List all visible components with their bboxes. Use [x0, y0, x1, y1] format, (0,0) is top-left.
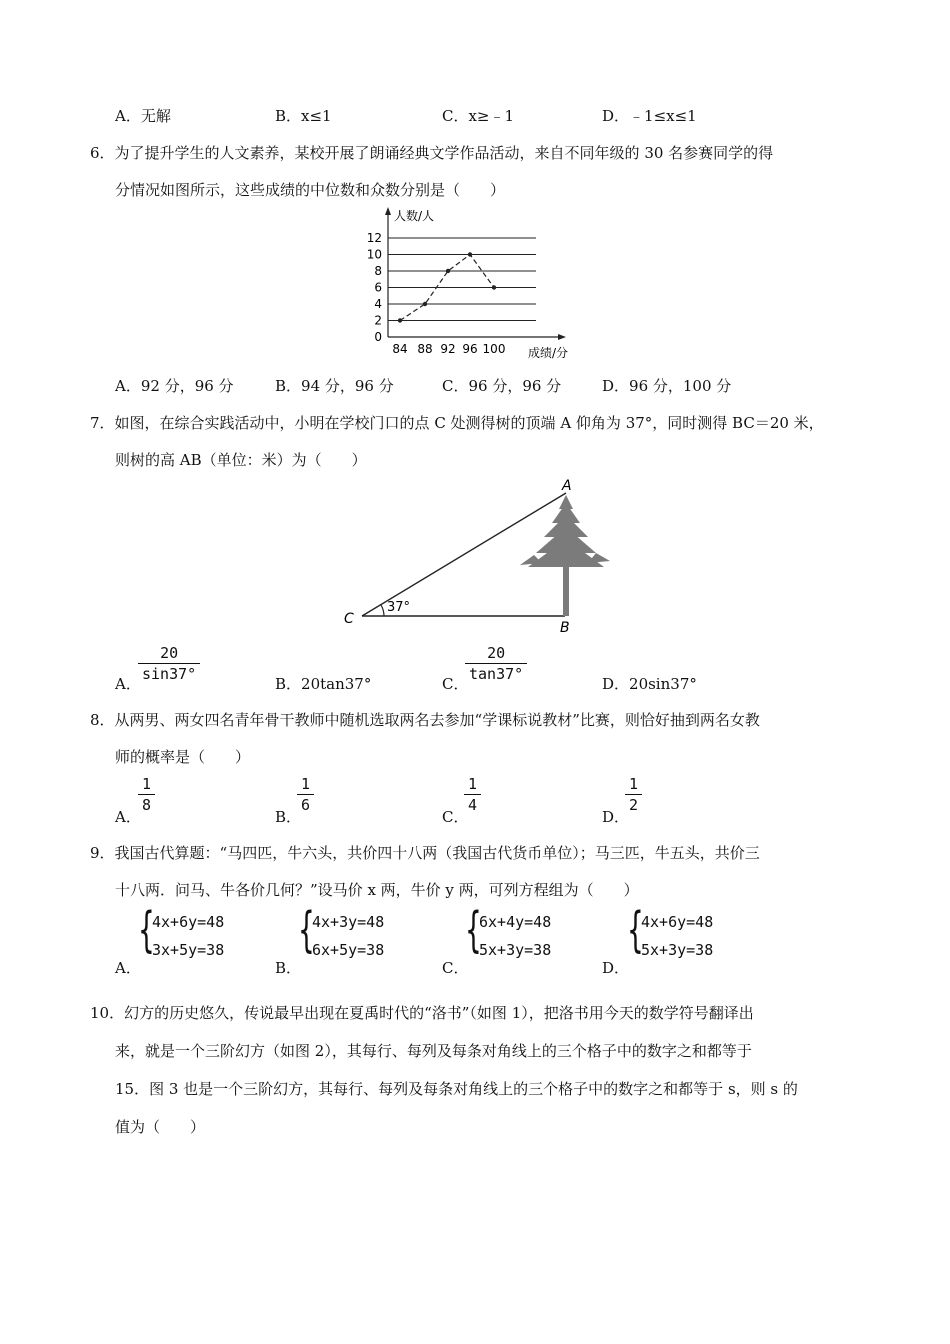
- y-tick-label: 10: [366, 247, 382, 262]
- equation-1: 4x+6y=48: [152, 913, 225, 931]
- x-tick-label: 84: [392, 342, 408, 356]
- q10-stem-line3: 15．图 3 也是一个三阶幻方，其每行、每列及每条对角线上的三个格子中的数字之和都等于 s，则 s 的: [115, 1080, 798, 1098]
- q9-option-c-system: [479, 908, 551, 964]
- q7-option-b[interactable]: B．20tan37°: [275, 675, 372, 693]
- q6-option-c[interactable]: C．96 分，96 分: [442, 377, 562, 395]
- label-a: A: [562, 478, 572, 494]
- q9-option-a[interactable]: [115, 957, 141, 978]
- fraction-denominator: tan37°: [469, 665, 524, 683]
- q6-stem-line1: 6．为了提升学生的人文素养，某校开展了朗诵经典文学作品活动，来自不同年级的 30 名参赛同学的得: [90, 144, 774, 162]
- q7-option-c-prefix: C．: [442, 675, 469, 693]
- option-prefix: C．: [442, 959, 469, 977]
- fraction-numerator: 1: [468, 775, 478, 793]
- q6-stem-line2: 分情况如图所示，这些成绩的中位数和众数分别是（ ）: [115, 181, 506, 199]
- q7-option-a[interactable]: [115, 673, 141, 694]
- fraction-denominator: 2: [629, 796, 639, 814]
- q5-option-d[interactable]: D．﹣1≤x≤1: [602, 107, 697, 125]
- q8-option-a-fraction: [138, 775, 155, 814]
- equation-2: 5x+3y=38: [479, 941, 552, 959]
- q7-option-a-prefix: A．: [115, 675, 141, 693]
- q8-stem-line2: 师的概率是（ ）: [115, 748, 251, 766]
- q10-stem-line1: 10．幻方的历史悠久，传说最早出现在夏禹时代的“洛书”（如图 1），把洛书用今天的数学符号翻译出: [90, 1004, 754, 1022]
- equation-1: 4x+3y=48: [312, 913, 385, 931]
- data-point: [468, 252, 472, 256]
- q7-option-a-fraction: [138, 644, 200, 683]
- y-axis-arrow-icon: [385, 207, 391, 215]
- q7-stem-line2: 则树的高 AB（单位：米）为（ ）: [115, 451, 367, 469]
- x-tick-label: 92: [440, 342, 456, 356]
- fraction-denominator: sin37°: [142, 665, 197, 683]
- x-axis-label: 成绩/分: [528, 346, 569, 360]
- equation-2: 3x+5y=38: [152, 941, 225, 959]
- q5-option-a[interactable]: A．无解: [115, 107, 171, 125]
- data-point: [423, 302, 427, 306]
- x-axis-arrow-icon: [558, 334, 566, 340]
- left-brace-icon: {: [298, 902, 315, 958]
- q8-option-b-fraction: [297, 775, 314, 814]
- data-point: [492, 285, 496, 289]
- score-line-chart: [360, 205, 590, 360]
- fraction-denominator: 6: [301, 796, 311, 814]
- q9-option-d[interactable]: [602, 957, 629, 978]
- option-prefix: A．: [115, 808, 141, 826]
- option-prefix: B．: [275, 808, 302, 826]
- segment-ca: [362, 493, 566, 616]
- q8-option-c-fraction: [464, 775, 481, 814]
- q6-option-b[interactable]: B．94 分，96 分: [275, 377, 394, 395]
- y-tick-label: 12: [366, 231, 382, 245]
- left-brace-icon: {: [138, 902, 155, 958]
- data-point: [446, 269, 450, 273]
- x-tick-label: 96: [462, 342, 478, 356]
- y-tick-label: 4: [374, 297, 382, 311]
- option-prefix: C．: [442, 808, 469, 826]
- q9-option-c[interactable]: [442, 957, 468, 978]
- fraction-numerator: 20: [487, 644, 506, 662]
- x-tick-label: 100: [482, 342, 506, 356]
- equation-1: 4x+6y=48: [641, 913, 714, 931]
- q6-option-a[interactable]: A．92 分，96 分: [115, 377, 234, 395]
- q9-option-a-system: [152, 908, 224, 964]
- fraction-denominator: 4: [468, 796, 478, 814]
- label-c: C: [344, 611, 354, 627]
- equation-2: 5x+3y=38: [641, 941, 714, 959]
- y-tick-label: 2: [374, 313, 382, 328]
- q9-option-d-system: [641, 908, 713, 964]
- option-prefix: A．: [115, 959, 141, 977]
- y-tick-label: 0: [374, 330, 382, 344]
- x-tick-label: 88: [417, 342, 433, 356]
- q9-option-b[interactable]: [275, 957, 301, 978]
- tree-angle-figure: [330, 475, 610, 640]
- q10-stem-line4: 值为（ ）: [115, 1118, 206, 1136]
- q5-option-c[interactable]: C．x≥﹣1: [442, 107, 515, 125]
- y-tick-label: 8: [374, 264, 382, 278]
- option-prefix: D．: [602, 959, 630, 977]
- equation-1: 6x+4y=48: [479, 913, 552, 931]
- q8-stem-line1: 8．从两男、两女四名青年骨干教师中随机选取两名去参加“学课标说教材”比赛，则恰好抽到两名女教: [90, 711, 760, 729]
- q7-option-c-fraction: [465, 644, 527, 683]
- data-point: [398, 318, 402, 322]
- q5-option-b[interactable]: B．x≤1: [275, 107, 332, 125]
- fraction-denominator: 8: [142, 796, 152, 814]
- y-axis-label: 人数/人: [394, 209, 435, 223]
- label-b: B: [560, 620, 570, 636]
- equation-2: 6x+5y=38: [312, 941, 385, 959]
- fraction-numerator: 1: [142, 775, 152, 793]
- q10-stem-line2: 来，就是一个三阶幻方（如图 2），其每行、每列及每条对角线上的三个格子中的数字之和都等于: [115, 1042, 752, 1060]
- q9-stem-line1: 9．我国古代算题：“马四匹，牛六头，共价四十八两（我国古代货币单位）；马三匹，牛五头，共价三: [90, 844, 760, 862]
- fraction-numerator: 1: [629, 775, 639, 793]
- q9-option-b-system: [312, 908, 384, 964]
- q8-option-d-fraction: [625, 775, 642, 814]
- option-prefix: B．: [275, 959, 302, 977]
- angle-arc: [381, 605, 384, 616]
- q9-stem-line2: 十八两．问马、牛各价几何？”设马价 x 两，牛价 y 两，可列方程组为（ ）: [115, 881, 639, 899]
- option-prefix: D．: [602, 808, 630, 826]
- q7-option-d[interactable]: D．20sin37°: [602, 675, 697, 693]
- y-tick-label: 6: [374, 280, 382, 295]
- angle-label: 37°: [387, 600, 411, 615]
- q7-stem-line1: 7．如图，在综合实践活动中，小明在学校门口的点 C 处测得树的顶端 A 仰角为 37°，同时测得 BC＝20 米，: [90, 414, 824, 432]
- fraction-numerator: 1: [301, 775, 311, 793]
- left-brace-icon: {: [465, 902, 482, 958]
- fraction-numerator: 20: [160, 644, 179, 662]
- left-brace-icon: {: [627, 902, 644, 958]
- q6-option-d[interactable]: D．96 分，100 分: [602, 377, 732, 395]
- q8-option-a[interactable]: [115, 806, 141, 827]
